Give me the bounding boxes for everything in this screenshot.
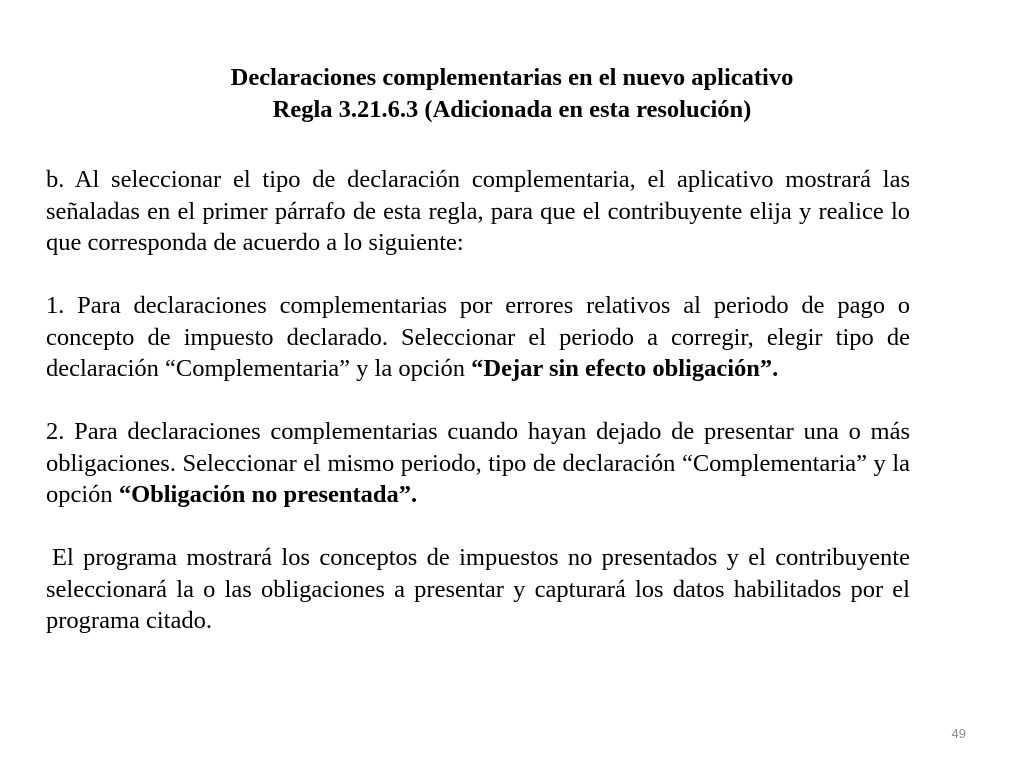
paragraph-item-1 (46, 290, 910, 385)
page-number: 49 (951, 726, 966, 741)
closing-text: El programa mostrará los conceptos de impuestos no presentados y el contribuyente seleccionará la o las obligaciones a presentar y capturará los datos habilitados por el programa citado. (46, 544, 910, 634)
slide-title (0, 62, 1024, 126)
title-line-2: Regla 3.21.6.3 (Adicionada en esta resolución) (272, 96, 752, 123)
paragraph-b-text: b. Al seleccionar el tipo de declaración complementaria, el aplicativo mostrará las señaladas en el primer párrafo de esta regla, para que el contribuyente elija y realice lo que corresponda de acuerdo a lo siguiente: (46, 166, 910, 256)
slide-body (46, 164, 910, 637)
title-line-1: Declaraciones complementarias en el nuevo aplicativo (230, 64, 794, 91)
paragraph-closing (46, 542, 910, 637)
item-2-bold-option: “Obligación no presentada”. (118, 481, 418, 508)
item-1-bold-option: “Dejar sin efecto obligación”. (471, 355, 779, 382)
paragraph-b (46, 164, 910, 259)
paragraph-item-2 (46, 416, 910, 511)
item-1-text: 1. Para declaraciones complementarias por errores relativos al periodo de pago o concepto de impuesto declarado. Seleccionar el periodo a corregir, elegir tipo de declaración “Complementaria” y la opción (46, 292, 910, 382)
item-2-text: 2. Para declaraciones complementarias cuando hayan dejado de presentar una o más obligaciones. Seleccionar el mismo periodo, tipo de declaración “Complementaria” y la opción (46, 418, 910, 508)
